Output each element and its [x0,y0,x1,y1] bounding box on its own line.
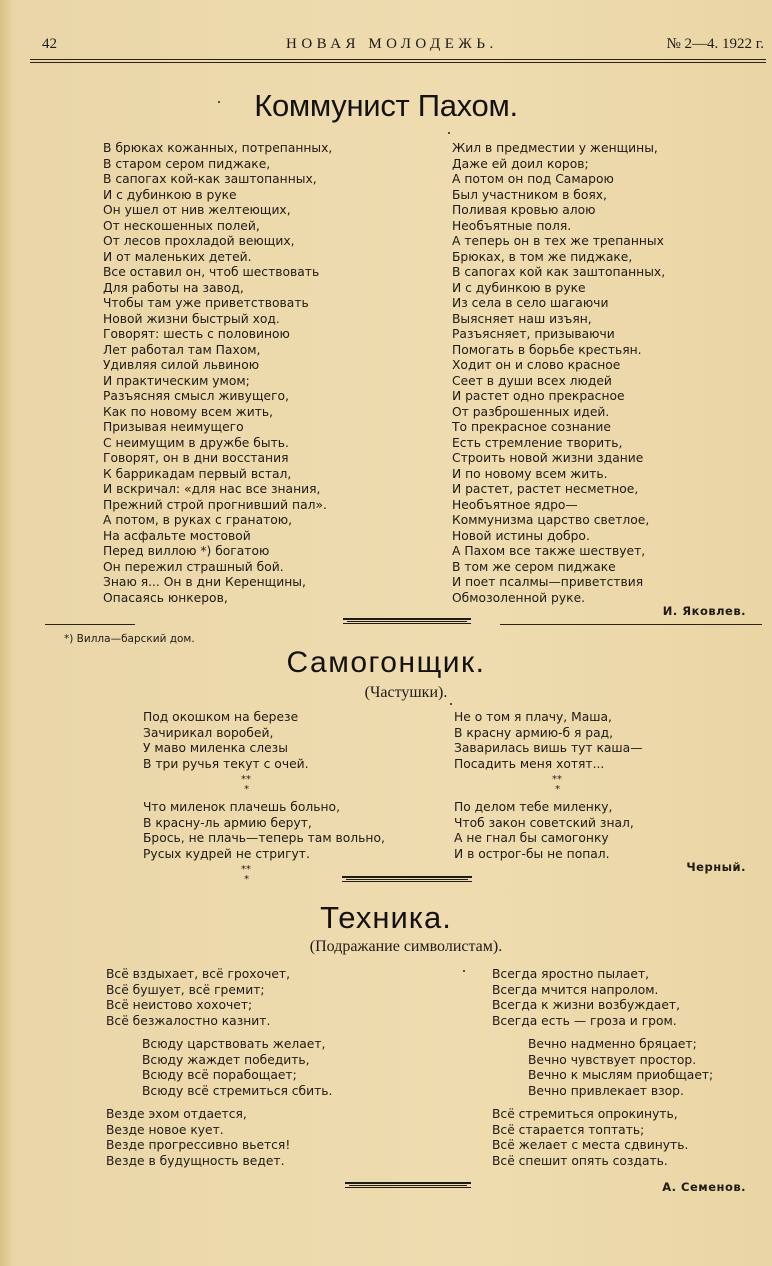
poem-line: Он ушел от нив желтеющих, [103,203,291,217]
poem3-author: А. Семенов. [662,1180,746,1194]
poem2-title: Самогонщик. [286,646,486,679]
poem-line: В том же сером пиджаке [452,559,616,574]
poem-line: Новой истины добро. [452,528,590,543]
footnote-rule-right [500,624,762,625]
poem-line: Из села в село шагаючи [452,296,609,310]
stanza-separator: ⁎⁎ ⁎ [552,771,562,792]
poem-line: Вечно чувствует простор. [528,1052,697,1067]
running-header [0,36,772,60]
poem-line: Всегда к жизни возбуждает, [492,998,680,1012]
poem-line: Всё спешит опять создать. [492,1153,668,1168]
stanza-gap [492,1099,713,1107]
poem-line: Что миленок плачешь больно, [143,800,340,814]
poem-line: В сапогах кой как заштопанных, [452,265,666,279]
poem-line: А потом, в руках с гранатою, [103,513,293,527]
poem-line: От лесов прохладой веющих, [103,234,295,248]
page-number: 42 [42,36,57,52]
poem-line: Коммунизма царство светлое, [452,513,650,527]
poem-line: И в острог-бы не попал. [454,846,610,861]
poem-line: Вечно привлекает взор. [528,1083,684,1098]
poem-line: Везде новое кует. [106,1122,224,1137]
poem-line: В сапогах кой-как заштопанных, [103,172,317,186]
poem3-right-column [492,967,713,1169]
stanza-separator: ⁎⁎ ⁎ [241,861,251,882]
poem-line: Не о том я плачу, Маша, [454,710,612,724]
poem-line: И с дубинкою в руке [452,280,586,295]
poem-line: Перед виллою *) богатою [103,544,270,558]
poem-line: Лет работал там Пахом, [103,342,261,357]
poem-line: По делом тебе миленку, [454,800,613,814]
poem-line: Даже ей доил коров; [452,156,589,171]
poem2-left-column [143,710,385,890]
poem-line: Был участником в боях, [452,187,607,202]
poem-line: Чтобы там уже приветствовать [103,296,309,310]
poem-line: Всё бушует, всё гремит; [106,982,265,997]
poem-line: Зачирикал воробей, [143,725,274,740]
poem-line: В красну-ль армию берут, [143,815,312,830]
issue-number: № 2—4. 1922 г. [666,36,764,52]
poem-line: Для работы на завод, [103,280,244,295]
print-speck [448,132,450,134]
poem-line: То прекрасное сознание [452,420,611,434]
poem-line: Всё старается топтать; [492,1122,645,1137]
poem-line: И поет псалмы—приветствия [452,575,644,589]
header-double-rule [30,59,766,63]
poem-line: Необъятные поля. [452,218,572,233]
poem-line: Везде в будущность ведет. [106,1153,285,1168]
poem-line: Брось, не плачь—теперь там вольно, [143,831,385,845]
poem-line: Всё стремиться опрокинуть, [492,1107,678,1121]
poem-line: Всё вздыхает, всё грохочет, [106,967,291,981]
poem-line: Посадить меня хотят... [454,756,605,771]
poem-line: Говорят, он в дни восстания [103,451,289,465]
poem2-subtitle: (Частушки). [364,684,448,701]
poem-line: Всюду царствовать желает, [142,1037,326,1051]
poem-line: Сеет в души всех людей [452,373,612,388]
poem-line: Выясняет наш изъян, [452,311,592,326]
section-divider-ornament [343,618,471,624]
stanza-gap [106,1029,332,1037]
poem-line: Всё безжалостно казнит. [106,1013,271,1028]
poem-line: Всегда есть — гроза и гром. [492,1013,677,1028]
poem-line: И растет, растет несметное, [452,482,639,496]
stanza-gap [492,1029,713,1037]
poem-line: Помогать в борьбе крестьян. [452,342,642,357]
poem-line: От нескошенных полей, [103,218,260,233]
poem-line: В брюках кожанных, потрепанных, [103,141,333,155]
poem1-right-column [452,141,665,606]
poem-line: Везде эхом отдается, [106,1107,247,1121]
poem-line: Есть стремление творить, [452,435,623,450]
poem-line: У маво миленка слезы [143,741,288,755]
poem-line: Призывая неимущего [103,420,244,434]
poem3-title: Техника. [320,900,452,935]
poem-line: Знаю я... Он в дни Керенщины, [103,575,306,589]
poem-line: От разброшенных идей. [452,404,610,419]
poem-line: Опасаясь юнкеров, [103,590,228,605]
poem-line: Разъясняя смысл живущего, [103,389,289,403]
poem-line: В красну армию-б я рад, [454,725,614,740]
poem-line: Всё неистово хохочет; [106,998,253,1012]
stanza-separator: ⁎⁎ ⁎ [241,771,251,792]
poem-line: Всегда яростно пылает, [492,967,650,981]
poem-line: Везде прогрессивно вьется! [106,1138,291,1152]
poem-line: А Пахом все также шествует, [452,544,646,558]
poem-line: А потом он под Самарою [452,172,614,186]
poem-line: Ходит он и слово красное [452,358,621,372]
poem-line: Как по новому всем жить, [103,404,274,419]
poem-line: Чтоб закон советский знал, [454,815,634,830]
poem-line: А не гнал бы самогонку [454,831,609,845]
poem1-left-column [103,141,332,606]
poem-line: Вечно надменно бряцает; [528,1037,697,1051]
poem-line: Прежний строй прогнивший пал». [103,497,327,512]
poem-line: Он пережил страшный бой. [103,559,284,574]
section-divider-ornament [345,1182,471,1188]
poem-line: Новой жизни быстрый ход. [103,311,280,326]
poem-line: С неимущим в дружбе быть. [103,435,289,450]
poem-line: Заварилась вишь тут каша— [454,741,643,755]
poem-line: И от маленьких детей. [103,249,252,264]
section-divider-ornament [342,876,472,882]
poem-line: Необъятное ядро— [452,497,578,512]
poem-line: Брюках, в том же пиджаке, [452,249,633,264]
poem-line: На асфальте мостовой [103,528,251,543]
footnote-rule [45,624,135,625]
poem-line: Русых кудрей не стригут. [143,846,310,861]
poem-line: Всюду всё порабощает; [142,1068,297,1082]
poem-line: Всюду жаждет победить, [142,1052,310,1067]
print-speck [463,970,465,972]
poem-line: Вечно к мыслям приобщает; [528,1068,714,1082]
footnote: *) Вилла—барский дом. [64,633,195,645]
poem-line: Всегда мчится напролом. [492,982,659,997]
poem-line: В старом сером пиджаке, [103,156,271,171]
poem-line: Удивляя силой львиною [103,358,260,372]
stanza-separator [454,862,643,890]
poem-line: Строить новой жизни здание [452,451,644,465]
poem-line: Всюду всё стремиться сбить. [142,1083,333,1098]
poem-line: Обмозоленной руке. [452,590,586,605]
poem-line: И с дубинкою в руке [103,187,237,202]
poem-line: И по новому всем жить. [452,466,608,481]
poem-line: Все оставил он, чтоб шествовать [103,265,320,279]
poem-line: Под окошком на березе [143,710,299,724]
poem-line: А теперь он в тех же трепанных [452,234,664,248]
poem-line: К баррикадам первый встал, [103,466,292,481]
poem-line: Разъясняет, призываючи [452,327,615,341]
poem-line: И практическим умом; [103,373,250,388]
poem3-left-column [106,967,332,1169]
poem-line: Поливая кровью алою [452,203,596,217]
print-speck [218,101,220,103]
stanza-gap [106,1099,332,1107]
poem-line: Говорят: шесть с половиною [103,327,290,341]
poem2-author: Черный. [686,860,746,874]
poem-line: И растет одно прекрасное [452,389,625,403]
magazine-title: НОВАЯ МОЛОДЕЖЬ. [286,36,498,52]
poem-line: В три ручья текут с очей. [143,756,309,771]
poem2-right-column [454,710,643,890]
print-speck [450,703,452,705]
poem3-subtitle: (Подражание символистам). [309,938,503,955]
poem1-title: Коммунист Пахом. [254,88,518,123]
poem1-author: И. Яковлев. [662,604,746,618]
poem-line: Всё желает с места сдвинуть. [492,1138,689,1152]
poem-line: Жил в предместии у женщины, [452,141,658,155]
poem-line: И вскричал: «для нас все знания, [103,482,321,496]
